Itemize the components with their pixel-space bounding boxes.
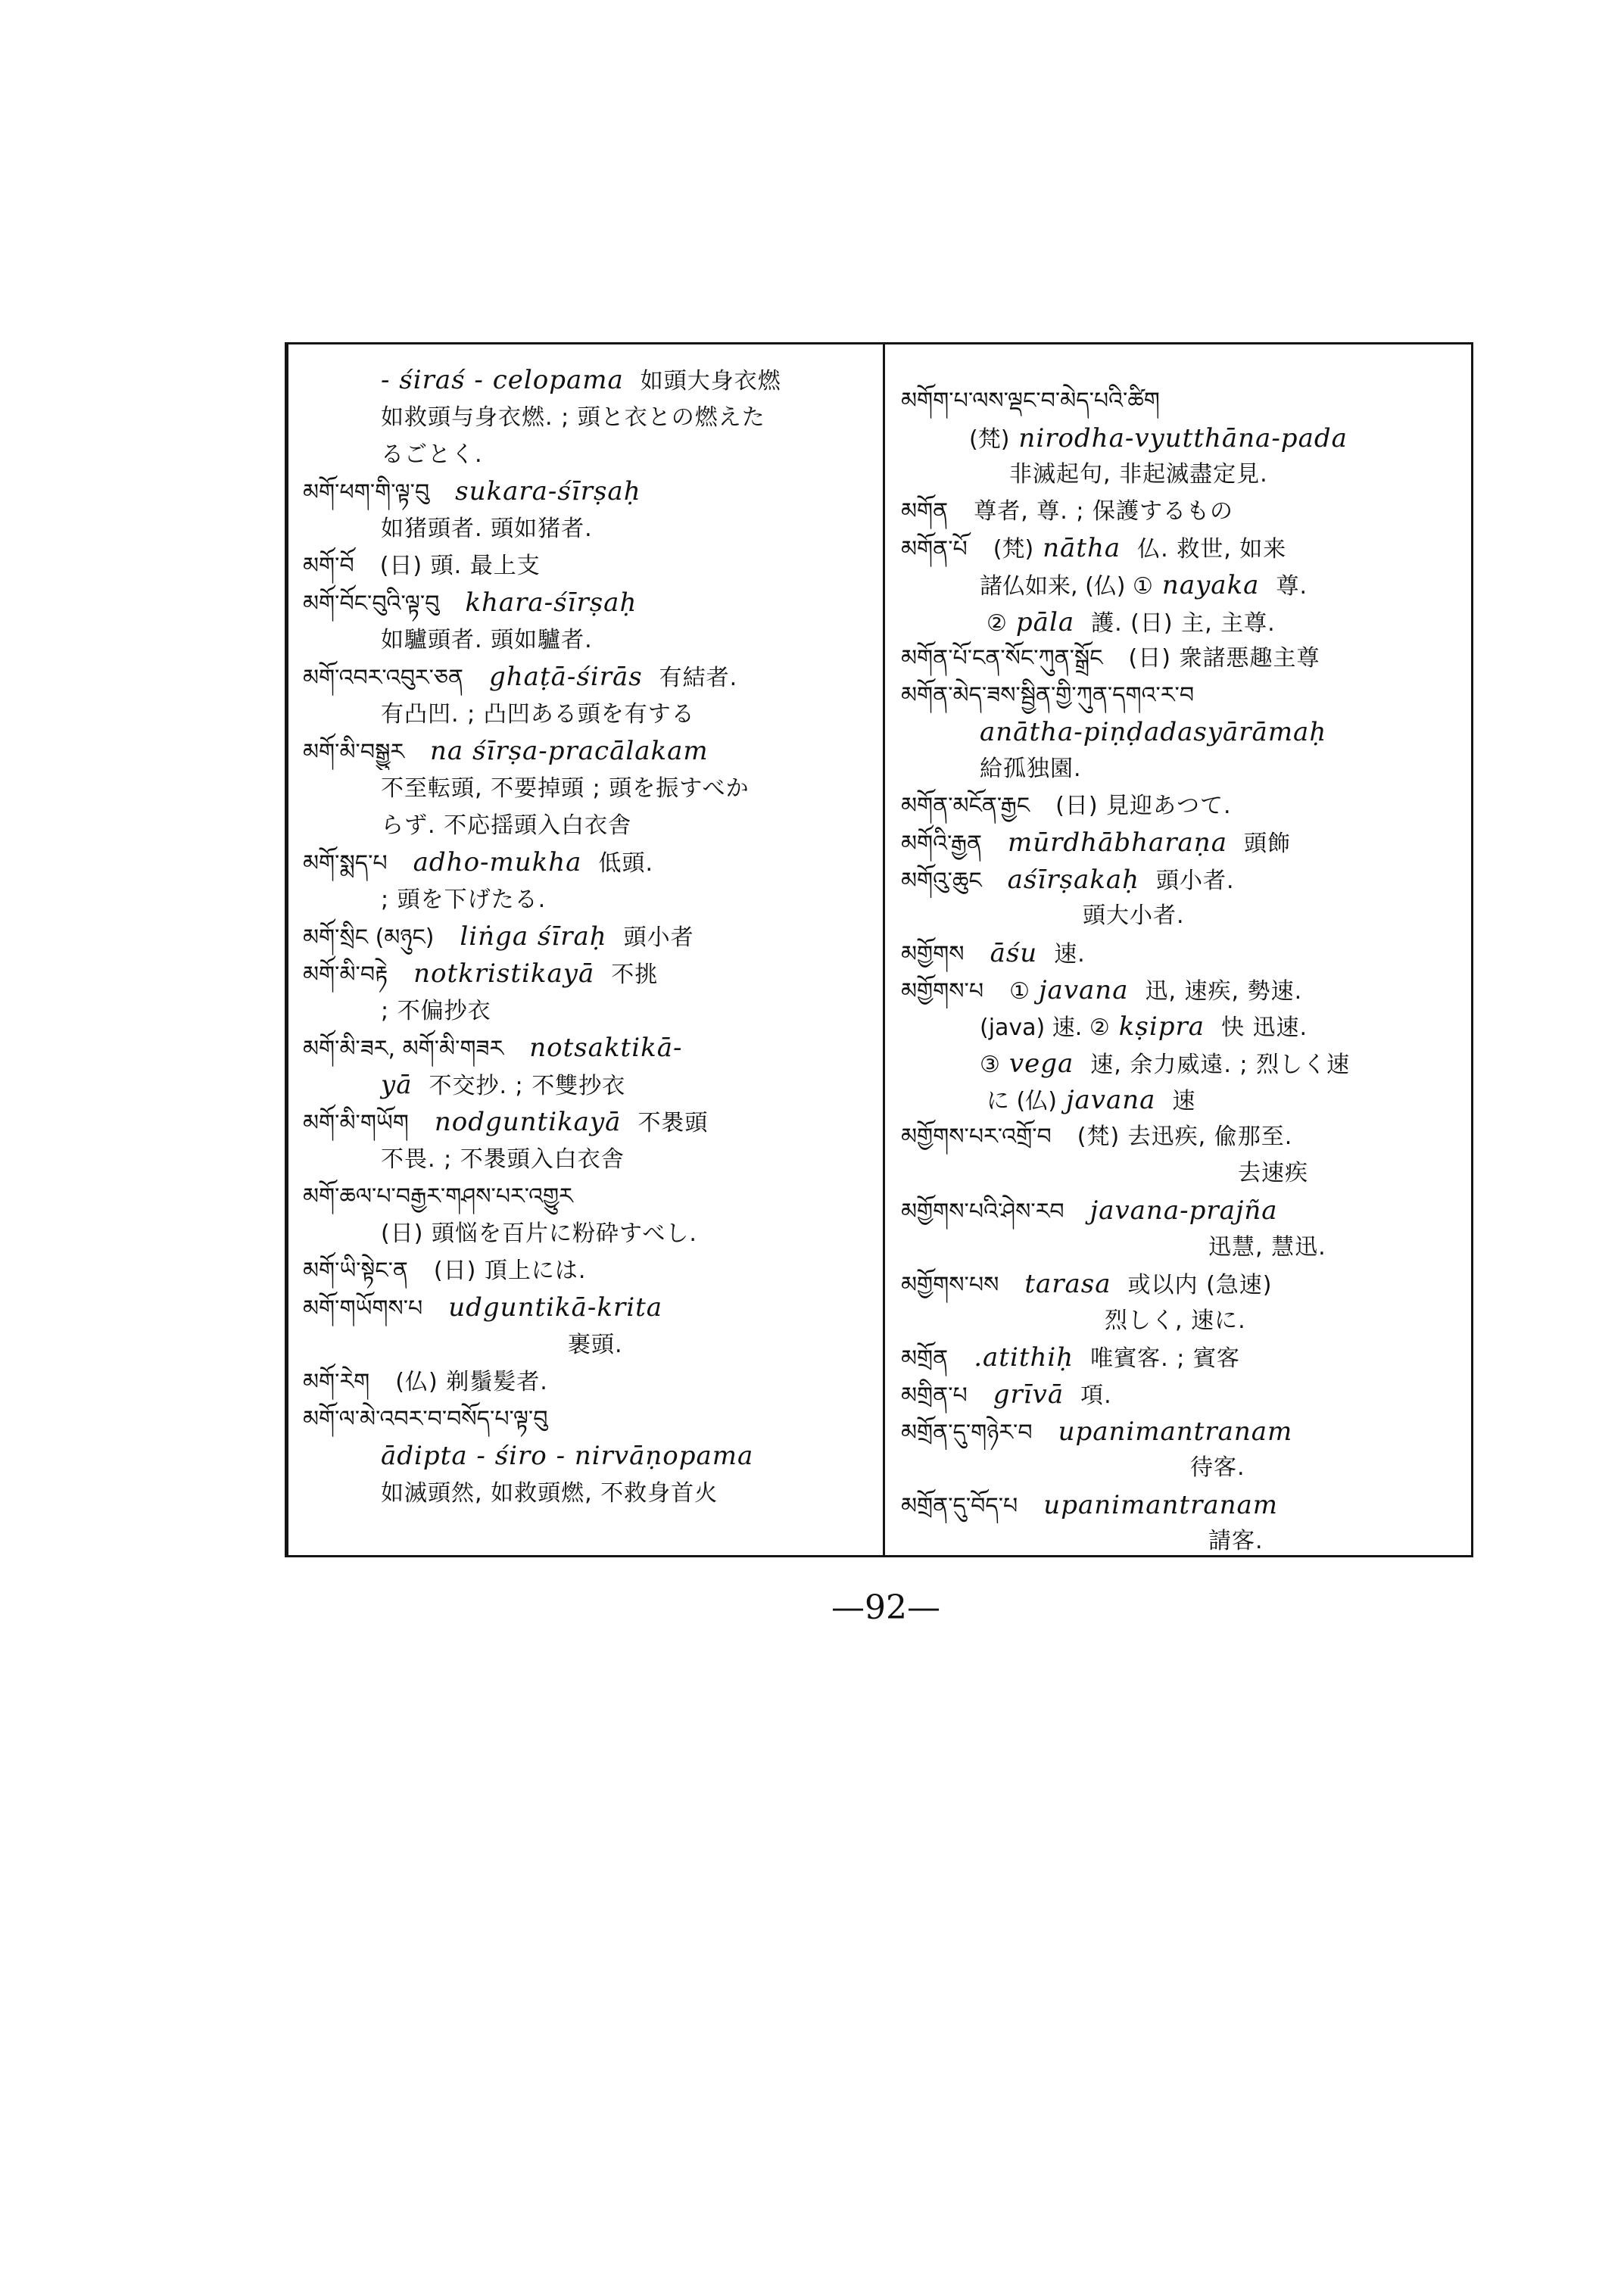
tibetan-headword: མགྱོགས — [901, 940, 965, 968]
gloss-text: 如滅頭然, 如救頭燃, 不救身首火 — [381, 1480, 718, 1507]
gloss-text: 待客. — [1190, 1454, 1245, 1482]
entry-line — [901, 1082, 1467, 1119]
entry-line — [303, 993, 875, 1030]
sanskrit-term: liṅga śīraḥ — [460, 921, 607, 952]
gloss-text: 有結者. — [659, 665, 738, 691]
gloss-prefix: ② — [987, 609, 1007, 637]
column-divider — [883, 342, 885, 1557]
sanskrit-term: tarasa — [1024, 1269, 1111, 1300]
gloss-text: 速, 余力威遠. ; 烈しく速 — [1090, 1051, 1351, 1078]
sanskrit-term: nodguntikayā — [434, 1107, 622, 1137]
gloss-prefix: ③ — [980, 1051, 1000, 1078]
gloss-prefix: に (仏) — [987, 1088, 1057, 1115]
gloss-text: (日) 頭悩を百片に粉砕すべし. — [381, 1220, 697, 1247]
tibetan-headword: མགྲིན་པ — [901, 1382, 968, 1410]
entry-line — [303, 807, 875, 844]
sanskrit-term: pāla — [1015, 606, 1075, 637]
gloss-text: 迅, 速疾, 勢速. — [1145, 977, 1303, 1005]
entry-line — [901, 1266, 1467, 1303]
gloss-text: (日) 見迎あつて. — [1055, 792, 1232, 819]
gloss-text: 尊. — [1276, 572, 1308, 600]
entry-line — [901, 824, 1467, 862]
gloss-text: 不挑 — [611, 962, 659, 988]
gloss-text: 烈しく, 速に. — [1105, 1307, 1246, 1334]
tibetan-headword: མགོན་པོ་ངན་སོང་ཀུན་སྒྲོང — [901, 645, 1103, 672]
sanskrit-term: notsaktikā- — [529, 1033, 683, 1063]
tibetan-headword: མགྱོགས་པས — [901, 1272, 999, 1299]
sanskrit-term: yā — [381, 1070, 413, 1100]
tibetan-headword: མགོ་འབར་འབུར་ཅན — [303, 665, 464, 691]
sanskrit-term: ghaṭā-śirās — [489, 662, 643, 692]
tibetan-headword: མགོ་མི་བརྟེ — [303, 962, 388, 988]
entry-line — [303, 622, 875, 659]
entry-line — [901, 1046, 1467, 1083]
sanskrit-term: vega — [1008, 1048, 1074, 1079]
tibetan-headword: མགྱོགས་པར་འགྲོ་བ — [901, 1123, 1052, 1150]
sanskrit-term: sukara-śīrṣaḥ — [455, 476, 641, 506]
entry-line — [901, 1523, 1467, 1557]
entry-line — [303, 547, 875, 584]
entry-line — [901, 1230, 1467, 1267]
entry-line — [901, 1155, 1467, 1192]
entry-line — [901, 1487, 1467, 1524]
gloss-text: 尊者, 尊. ; 保護するもの — [974, 497, 1233, 525]
entry-line — [901, 530, 1467, 567]
gloss-text: 如頭大身衣燃 — [640, 368, 781, 394]
gloss-text: (梵) 去迅疾, 偸那至. — [1077, 1123, 1293, 1150]
entry-line — [901, 641, 1467, 678]
entry-line — [901, 457, 1467, 494]
page-number: —92— — [831, 1588, 940, 1627]
sanskrit-term: aśīrṣakaḥ — [1007, 864, 1139, 895]
entry-line — [303, 1141, 875, 1178]
gloss-text: (仏) 剃鬚髪者. — [395, 1369, 548, 1395]
entry-line — [303, 473, 875, 510]
gloss-text: 非滅起句, 非起滅盡定見. — [1009, 461, 1268, 488]
gloss-text: (日) 頂上には. — [433, 1258, 587, 1284]
gloss-text: 護. (日) 主, 主尊. — [1091, 609, 1276, 637]
sanskrit-term: notkristikayā — [413, 958, 595, 989]
tibetan-headword: མགྱོགས་པའི་ཤེས་རབ — [901, 1198, 1064, 1226]
tibetan-headword: མགོ་སྨད་པ — [303, 850, 388, 877]
gloss-prefix: (梵) — [993, 536, 1034, 563]
entry-line — [303, 1364, 875, 1401]
gloss-text: 頭小者. — [1156, 867, 1235, 894]
tibetan-headword: མགོན — [901, 497, 949, 525]
gloss-text: 速 — [1172, 1088, 1196, 1115]
entry-line — [303, 1067, 875, 1104]
tibetan-headword: མགོ་ཡི་སྟེང་ན — [303, 1258, 408, 1284]
tibetan-headword: མགོ་རེག — [303, 1369, 370, 1395]
gloss-text: 唯賓客. ; 賓客 — [1090, 1345, 1240, 1373]
gloss-text: らず. 不応揺頭入白衣舎 — [381, 812, 632, 839]
right-column — [901, 383, 1467, 1557]
tibetan-headword: མགྱོགས་པ — [901, 977, 984, 1005]
sanskrit-term: grīvā — [993, 1379, 1064, 1410]
entry-line — [303, 584, 875, 622]
entry-line — [901, 1192, 1467, 1230]
gloss-text: 或以内 (急速) — [1127, 1272, 1273, 1299]
gloss-text: 低頭. — [598, 850, 653, 877]
gloss-text: 如救頭与身衣燃. ; 頭と衣との燃えた — [381, 404, 765, 431]
tibetan-headword: མགྲོན་དུ་བོད་པ — [901, 1492, 1018, 1519]
entry-line — [303, 436, 875, 473]
entry-line — [303, 1030, 875, 1067]
gloss-text: 去速疾 — [1238, 1160, 1308, 1187]
sanskrit-term: .atithiḥ — [974, 1342, 1074, 1373]
tibetan-headword: མགྲོན་དུ་གཉེར་བ — [901, 1419, 1033, 1446]
sanskrit-term: na śīrṣa-pracālakam — [430, 736, 709, 766]
entry-line — [901, 788, 1467, 825]
entry-line — [303, 918, 875, 955]
gloss-text: 給孤独園. — [980, 755, 1082, 782]
gloss-prefix: ① — [1009, 977, 1030, 1005]
sanskrit-term: mūrdhābharaṇa — [1008, 828, 1227, 859]
entry-line — [901, 678, 1467, 715]
entry-line — [901, 604, 1467, 641]
tibetan-headword: མགོ་མི་བསྒྱུར — [303, 739, 405, 765]
tibetan-headword: མགོའུ་ཆུང — [901, 867, 982, 894]
gloss-text: るごとく. — [381, 441, 483, 468]
gloss-text: 頭大小者. — [1083, 902, 1185, 930]
tibetan-headword: མགོ་ཕག་གི་ལྟ་བུ — [303, 479, 430, 506]
tibetan-headword: མགྲོན — [901, 1345, 949, 1373]
sanskrit-term: - śiraś - celopama — [381, 365, 624, 395]
entry-line — [901, 935, 1467, 972]
tibetan-headword: མགོན་མེད་ཟས་སྦྱིན་གྱི་ཀུན་དགའ་ར་བ — [901, 681, 1195, 709]
entry-line — [303, 362, 875, 399]
sanskrit-term: javana-prajña — [1089, 1195, 1278, 1226]
sanskrit-term: khara-śīrṣaḥ — [465, 588, 637, 618]
entry-line — [303, 770, 875, 807]
gloss-text: 有凸凹. ; 凸凹ある頭を有する — [381, 701, 695, 728]
entry-line — [303, 955, 875, 993]
tibetan-headword: མགོའི་རྒྱན — [901, 831, 983, 858]
gloss-text: ; 不偏抄衣 — [381, 998, 491, 1024]
tibetan-headword: མགོ་ལ་མེ་འབར་བ་བསོད་པ་ལྟ་བུ — [303, 1406, 548, 1432]
tibetan-headword: མགོན་པོ — [901, 536, 968, 563]
gloss-text: 如猪頭者. 頭如猪者. — [381, 516, 593, 542]
entry-line — [303, 1438, 875, 1475]
gloss-text: 不至転頭, 不要掉頭 ; 頭を振すべか — [381, 775, 750, 802]
entry-line — [901, 898, 1467, 935]
entry-line — [303, 1178, 875, 1215]
sanskrit-term: nātha — [1043, 533, 1121, 564]
entry-line — [303, 1215, 875, 1252]
gloss-text: 裹頭. — [568, 1332, 623, 1358]
sanskrit-term: udguntikā-krita — [448, 1292, 663, 1323]
sanskrit-term: kṣipra — [1118, 1011, 1205, 1043]
entry-line — [901, 1008, 1467, 1046]
sanskrit-term: āśu — [990, 937, 1038, 968]
entry-line — [303, 399, 875, 436]
sanskrit-term: javana — [1039, 974, 1129, 1005]
entry-line — [901, 420, 1467, 457]
entry-line — [901, 972, 1467, 1009]
entry-line — [901, 383, 1467, 420]
entry-line — [303, 1475, 875, 1512]
entry-line — [303, 1401, 875, 1438]
entry-line — [303, 1289, 875, 1326]
tibetan-headword: མགོ་མི་ཟར, མགོ་མི་གཟར — [303, 1036, 504, 1062]
gloss-text: ; 頭を下げたる. — [381, 887, 547, 913]
gloss-text: 頭飾 — [1243, 831, 1291, 858]
entry-line — [901, 1413, 1467, 1451]
gloss-text: 快 迅速. — [1221, 1015, 1308, 1042]
entry-line — [901, 862, 1467, 899]
gloss-text: 不交抄. ; 不雙抄衣 — [429, 1073, 626, 1099]
entry-line — [303, 733, 875, 770]
entry-line — [901, 751, 1467, 788]
gloss-text: 如驢頭者. 頭如驢者. — [381, 627, 593, 653]
gloss-prefix: (java) 速. ② — [980, 1015, 1110, 1042]
sanskrit-term: javana — [1065, 1085, 1156, 1116]
sanskrit-term: anātha-piṇḍadasyārāmaḥ — [980, 717, 1327, 748]
sanskrit-term: ādipta - śiro - nirvāṇopama — [381, 1441, 754, 1471]
tibetan-headword: མགོ་སྲིང (མཉུང) — [303, 924, 435, 951]
entry-line — [303, 659, 875, 696]
tibetan-headword: མགོ་བོང་བུའི་ལྟ་བུ — [303, 591, 440, 617]
gloss-text: (日) 頭. 最上支 — [379, 553, 541, 579]
gloss-text: 速. — [1054, 940, 1086, 968]
entry-line — [901, 1450, 1467, 1487]
gloss-text: 項. — [1080, 1382, 1112, 1410]
entry-line — [303, 1326, 875, 1364]
gloss-prefix: (梵) — [969, 425, 1010, 453]
gloss-text: 請客. — [1208, 1528, 1264, 1555]
entry-line — [901, 1339, 1467, 1376]
sanskrit-term: nirodha-vyutthāna-pada — [1018, 422, 1348, 454]
sanskrit-term: upanimantranam — [1043, 1489, 1279, 1520]
gloss-text: 頭小者 — [623, 924, 694, 951]
entry-line — [901, 567, 1467, 604]
entry-line — [901, 1119, 1467, 1156]
tibetan-headword: མགོ་མི་གཡོག — [303, 1110, 409, 1136]
entry-line — [901, 494, 1467, 531]
sanskrit-term: adho-mukha — [413, 847, 582, 877]
entry-line — [303, 1104, 875, 1141]
gloss-text: 不畏. ; 不褁頭入白衣舎 — [381, 1146, 625, 1173]
entry-line — [901, 714, 1467, 751]
entry-line — [303, 844, 875, 881]
gloss-prefix: 諸仏如来, (仏) ① — [980, 572, 1153, 600]
tibetan-headword: མགོ་གཡོགས་པ — [303, 1295, 423, 1322]
entry-line — [303, 881, 875, 918]
entry-line — [303, 696, 875, 733]
entry-line — [303, 510, 875, 547]
tibetan-headword: མགོག་པ་ལས་ལྡང་བ་མེད་པའི་ཚིག — [901, 388, 1160, 414]
sanskrit-term: nayaka — [1161, 569, 1260, 600]
tibetan-headword: མགོ་བོ — [303, 553, 354, 579]
gloss-text: 仏. 救世, 如来 — [1137, 536, 1287, 563]
entry-line — [901, 1303, 1467, 1340]
gloss-text: 不褁頭 — [637, 1110, 709, 1136]
tibetan-headword: མགོ་ཆལ་པ་བརྒྱར་གཤས་པར་འགྱུར — [303, 1183, 573, 1210]
gloss-text: 迅慧, 慧迅. — [1208, 1233, 1326, 1261]
entry-line — [901, 1376, 1467, 1413]
left-column — [303, 362, 875, 1528]
entry-line — [303, 1252, 875, 1289]
tibetan-headword: མགོན་མངོན་རྒྱང — [901, 792, 1030, 819]
sanskrit-term: upanimantranam — [1058, 1416, 1293, 1447]
gloss-text: (日) 衆諸悪趣主尊 — [1128, 645, 1320, 672]
